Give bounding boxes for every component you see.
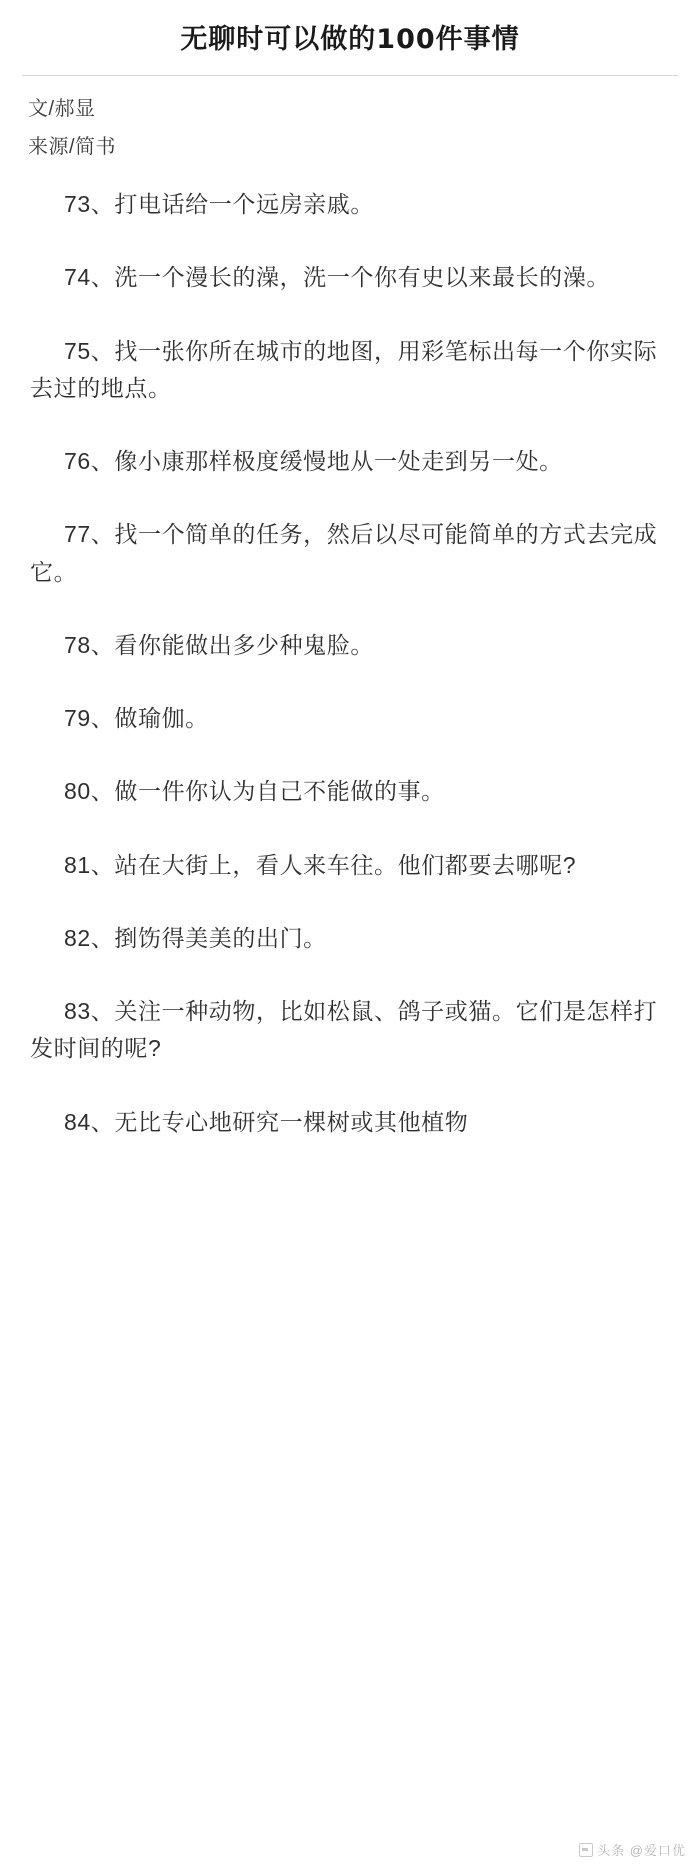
- list-item: 76、像小康那样极度缓慢地从一处走到另一处。: [64, 448, 563, 475]
- list-item: 74、洗一个漫长的澡，洗一个你有史以来最长的澡。: [64, 264, 610, 291]
- watermark: [579, 1840, 686, 1859]
- activity-list: [0, 166, 700, 1141]
- list-item: 82、捯饬得美美的出门。: [64, 924, 327, 951]
- list-item: 80、做一件你认为自己不能做的事。: [64, 778, 445, 805]
- list-item: 77、找一个简单的任务，然后以尽可能简单的方式去完成它。: [30, 521, 658, 585]
- header-divider: [22, 75, 678, 76]
- watermark-text: 头条 @爱口优: [597, 1843, 686, 1858]
- toutiao-logo-icon: [579, 1843, 593, 1857]
- list-item: 83、关注一种动物，比如松鼠、鸽子或猫。它们是怎样打发时间的呢?: [30, 998, 658, 1062]
- list-item: 81、站在大街上，看人来车往。他们都要去哪呢?: [64, 851, 577, 878]
- byline-block: [0, 90, 700, 166]
- page-title: 无聊时可以做的100件事情: [180, 24, 520, 55]
- list-item: 84、无比专心地研究一棵树或其他植物: [64, 1108, 469, 1135]
- list-item: 75、找一张你所在城市的地图，用彩笔标出每一个你实际去过的地点。: [30, 337, 658, 401]
- list-item: 78、看你能做出多少种鬼脸。: [64, 631, 374, 658]
- list-item: 79、做瑜伽。: [64, 705, 209, 732]
- source-line: 来源/简书: [28, 136, 117, 159]
- author-line: 文/郝显: [28, 98, 96, 121]
- list-item: 73、打电话给一个远房亲戚。: [64, 191, 374, 218]
